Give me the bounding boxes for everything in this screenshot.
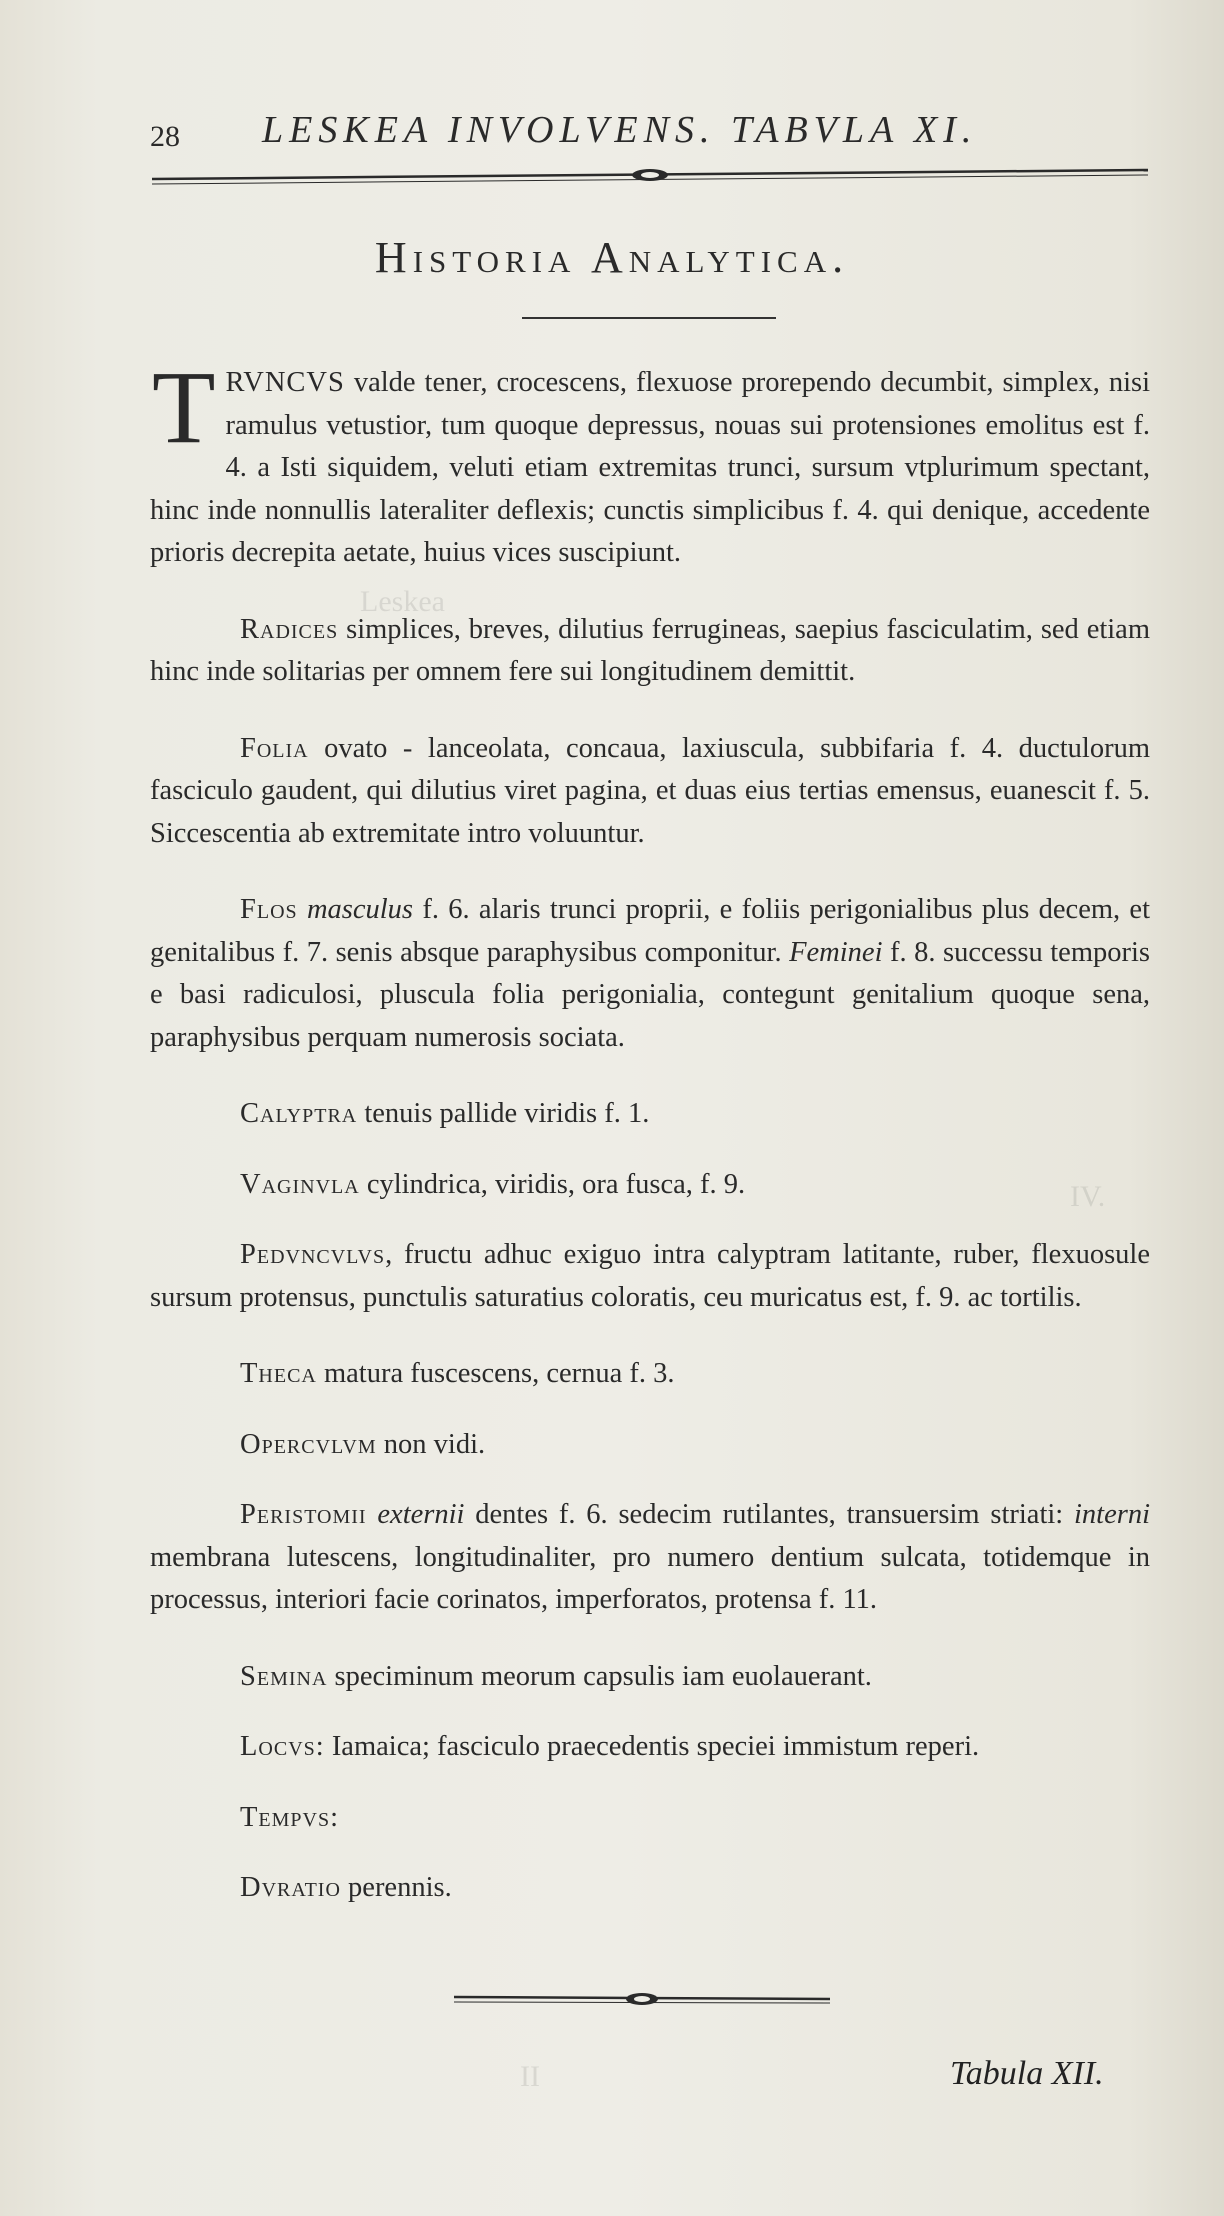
paragraph-folia: [150, 728, 1150, 856]
paragraph-text: non vidi.: [376, 1428, 486, 1460]
lead-word: Vaginvla: [240, 1168, 360, 1200]
italic-term: Feminei: [789, 936, 883, 968]
catchword: Tabula XII.: [950, 2055, 1104, 2092]
italic-term: masculus: [306, 894, 414, 925]
lead-word: Calyptra: [240, 1098, 358, 1129]
lead-word: Pedvncvlvs: [240, 1239, 386, 1270]
drop-cap: T: [152, 350, 216, 465]
lead-word: Peristomii: [240, 1499, 367, 1530]
lead-word: Flos: [240, 894, 298, 925]
paragraph-text: Iamaica; fasciculo praecedentis speciei immistum reperi.: [324, 1731, 980, 1762]
paragraph-text: matura fuscescens, cernua f. 3.: [316, 1358, 675, 1389]
paragraph-tempus: [150, 1797, 1150, 1840]
paragraph-text: membrana lutescens, longitudinaliter, pro numero dentium sulcata, totidemque in processus, interiori facie corinatos, imperforatos, protensa f. 11.: [150, 1541, 1150, 1615]
paragraph-text: perennis.: [340, 1872, 452, 1903]
paragraph-theca: [150, 1353, 1150, 1396]
paragraph-text: dentes f. 6. sedecim rutilantes, transuersim striati:: [464, 1499, 1075, 1530]
running-title: LESKEA INVOLVENS. TABVLA XI.: [262, 109, 978, 151]
paragraph-vaginula: [150, 1164, 1150, 1207]
section-title: Historia Analytica.: [374, 233, 850, 282]
lead-word: Locvs:: [240, 1731, 325, 1762]
text-body: [150, 350, 1151, 1938]
paragraph-locus: [150, 1726, 1150, 1769]
paragraph-text: f. 6. alaris trunci proprii, e foliis perigonialibus plus decem, et genitalibus f. 7. senis absque paraphysibus componitur.: [150, 894, 1150, 968]
paragraph-truncus: [150, 350, 1150, 575]
paragraph-text: speciminum meorum capsulis iam euolauerant.: [327, 1660, 872, 1692]
page-number: 28: [150, 120, 180, 153]
paragraph-text: tenuis pallide viridis f. 1.: [357, 1098, 650, 1129]
lead-word: Folia: [240, 732, 309, 764]
lead-word: Semina: [240, 1660, 328, 1692]
paragraph-text: , fructu adhuc exiguo intra calyptram latitante, ruber, flexuosule sursum protensus, punctulis saturatius coloratis, ceu muricatus est, f. 9. ac tortilis.: [150, 1239, 1150, 1313]
lead-word: Theca: [240, 1358, 317, 1389]
running-header: [150, 108, 1150, 158]
paragraph-calyptra: [150, 1093, 1150, 1136]
show-through: Leskea: [360, 585, 445, 618]
footer-ornament-rule: [452, 1988, 832, 2008]
paragraph-text: ovato - lanceolata, concaua, laxiuscula, subbifaria f. 4. ductulorum fasciculo gaudent, qui dilutius viret pagina, et duas eius tertias emensus, euanescit f. 5. Siccescentia ab extremitate intro voluuntur.: [150, 732, 1150, 849]
show-through: II: [520, 2060, 540, 2093]
lead-word: Dvratio: [240, 1872, 341, 1903]
lead-word: RVNCVS: [225, 367, 345, 398]
title-underline: [522, 317, 776, 319]
paragraph-peristomii: [150, 1494, 1150, 1622]
paragraph-pedunculus: [150, 1234, 1150, 1319]
paragraph-text: valde tener, crocescens, flexuose prorependo decumbit, simplex, nisi ramulus vetustior, tum quoque depressus, nouas sui protensiones emolitus est f. 4. a Isti siquidem, veluti etiam extremitas trunci, sursum vtplurimum spectant, hinc inde nonnullis lateraliter deflexis; cunctis simplicibus f. 4. qui denique, accedente prioris decrepita aetate, huius vices suscipiunt.: [150, 367, 1150, 568]
paragraph-radices: [150, 609, 1150, 694]
paragraph-operculum: [150, 1424, 1150, 1467]
italic-term: externii: [377, 1499, 465, 1530]
lead-word: Opercvlvm: [240, 1428, 377, 1460]
paragraph-flos: [150, 889, 1150, 1059]
paragraph-duratio: [150, 1867, 1150, 1910]
paragraph-semina: [150, 1656, 1150, 1699]
lead-word: Radices: [240, 613, 339, 645]
paragraph-text: simplices, breves, dilutius ferrugineas, saepius fasciculatim, sed etiam hinc inde solitarias per omnem fere sui longitudinem demittit.: [150, 613, 1150, 687]
italic-term: interni: [1074, 1499, 1151, 1530]
lead-word: Tempvs:: [240, 1801, 340, 1833]
paragraph-text: f. 8. successu temporis e basi radiculosi, pluscula folia perigonialia, contegunt genitalium quoque sena, paraphysibus perquam numerosis sociata.: [150, 936, 1150, 1053]
header-ornament-rule: [150, 160, 1150, 190]
paragraph-text: cylindrica, viridis, ora fusca, f. 9.: [359, 1168, 746, 1200]
show-through: IV.: [1070, 1180, 1106, 1213]
